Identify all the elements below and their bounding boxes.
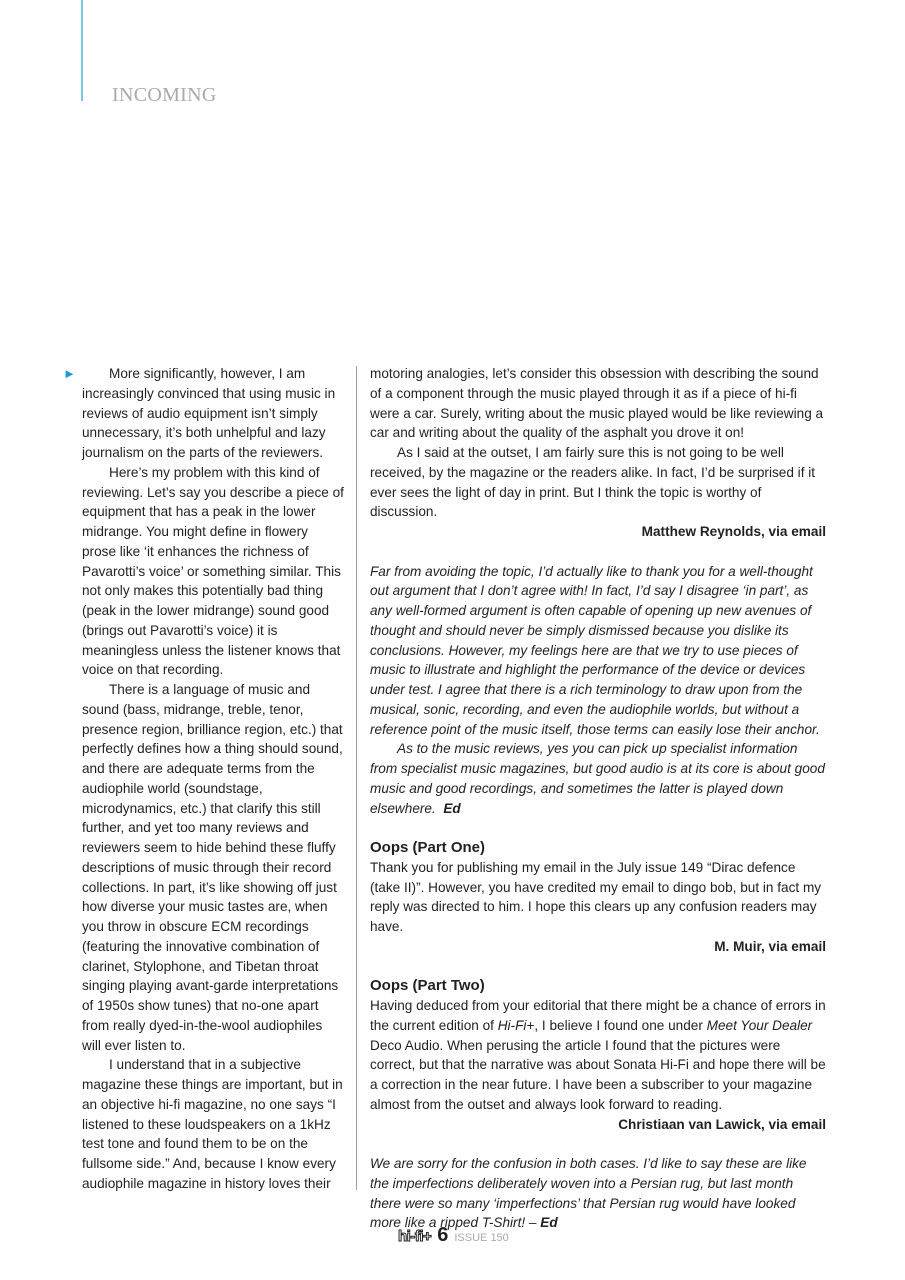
page-number: 6	[437, 1224, 449, 1246]
letter-heading: Oops (Part Two)	[370, 977, 485, 995]
header-rule	[81, 0, 83, 101]
text: , I believe I found one under	[534, 1017, 707, 1033]
editor-signoff: Ed	[540, 1215, 558, 1231]
reply-text: As to the music reviews, yes you can pick up specialist information from specialist music magazines, but good audio is at its core is about good music and good recordings, and sometimes the latter is played down elsewhere.	[370, 741, 825, 816]
hifi-logo: hi-fi+	[398, 1228, 432, 1245]
page-footer	[398, 1224, 509, 1247]
paragraph: I understand that in a subjective magazine these things are important, but in an objective hi-fi magazine, no one says “I listened to these loudspeakers on a 1kHz test tone and found them to be on the fullsome side.” And, because I know every audiophile magazine in history loves their	[82, 1057, 343, 1191]
paragraph: Thank you for publishing my email in the July issue 149 “Dirac defence (take II)”. However, you have credited my email to dingo bob, but in fact my reply was directed to him. I hope this clears up any confusion readers may have.	[370, 859, 822, 934]
paragraph: motoring analogies, let’s consider this obsession with describing the sound of a component through the music played through it as if a piece of hi-fi were a car. Surely, writing about the music played would be like reviewing a car and writing about the quality of the asphalt you drove it on!	[370, 366, 824, 441]
letter-heading: Oops (Part One)	[370, 839, 486, 856]
signature: M. Muir, via email	[714, 938, 826, 954]
magazine-name: Hi-Fi+	[497, 1017, 535, 1033]
editor-reply	[370, 739, 826, 818]
editor-reply: Far from avoiding the topic, I’d actually like to thank you for a well-thought out argument that I don’t agree with! In fact, I’d say I disagree ‘in part’, as any well-formed argument is often capable of opening up new avenues of thought and should never be simply dismissed because you dislike its conclusions. However, my feelings here are that we try to use pieces of music to illustrate and highlight the performance of the device or devices under test. I agree that there is a rich terminology to draw upon from the musical, sonic, recording, and even the audiophile worlds, but without a reference point of the music itself, those terms can easily lose their anchor.	[370, 563, 820, 737]
editor-reply	[370, 1154, 826, 1233]
signature: Matthew Reynolds, via email	[641, 524, 826, 539]
paragraph: As I said at the outset, I am fairly sure this is not going to be well received, by the magazine or the readers alike. In fact, I’d be surprised if it ever sees the light of day in print. But I think the topic is worthy of discussion.	[370, 445, 816, 520]
continue-arrow-icon: ►	[63, 366, 76, 381]
text: Deco Audio. When perusing the article I found that the pictures were correct, but that the narrative was about Sonata Hi-Fi and hope there will be a correction in the near future. I have been a subscriber to your magazine almost from the outset and always look forward to reading.	[370, 1037, 826, 1112]
right-column	[370, 364, 826, 1233]
paragraph: Here’s my problem with this kind of reviewing. Let’s say you describe a piece of equipment that has a peak in the lower midrange. You might define in flowery prose like ‘it enhances the richness of Pavarotti’s voice’ or something similar. This not only makes this potentially bad thing (peak in the lower midrange) sound good (brings out Pavarotti’s voice) it is meaningless unless the listener knows that voice on that recording.	[82, 464, 344, 678]
left-column	[82, 364, 344, 1194]
section-title: INCOMING	[112, 84, 217, 106]
editor-signoff: Ed	[443, 800, 461, 816]
reply-text: We are sorry for the confusion in both cases. I’d like to say these are like the imperfections deliberately woven into a Persian rug, but last month there were so many ‘imperfections’ that Persian rug would have looked more like a ripped T-Shirt! –	[370, 1156, 807, 1231]
signature: Christiaan van Lawick, via email	[618, 1116, 826, 1132]
text: Having deduced from your editorial that there might be a chance of errors in the current edition of	[370, 998, 826, 1033]
paragraph: More significantly, however, I am increasingly convinced that using music in reviews of audio equipment isn’t simply unnecessary, it’s both unhelpful and lazy journalism on the parts of the reviewers.	[82, 366, 336, 460]
issue-label: ISSUE 150	[454, 1232, 509, 1244]
column-divider	[356, 366, 357, 1190]
article-name: Meet Your Dealer	[706, 1017, 813, 1033]
paragraph: There is a language of music and sound (bass, midrange, treble, tenor, presence region, brilliance region, etc.) that perfectly defines how a thing should sound, and there are adequate terms from the audiophile world (soundstage, microdynamics, etc.) that clarify this still further, and yet too many reviews and reviewers seem to hide behind these fluffy descriptions of music through their record collections. In part, it’s like showing off just how diverse your music tastes are, when you throw in obscure ECM recordings (featuring the innovative combination of clarinet, Stylophone, and Tibetan throat singing playing avant-garde interpretations of 1950s show tunes) that no-one apart from really dyed-in-the-wool audiophiles will ever listen to.	[82, 682, 343, 1053]
paragraph	[370, 996, 826, 1115]
